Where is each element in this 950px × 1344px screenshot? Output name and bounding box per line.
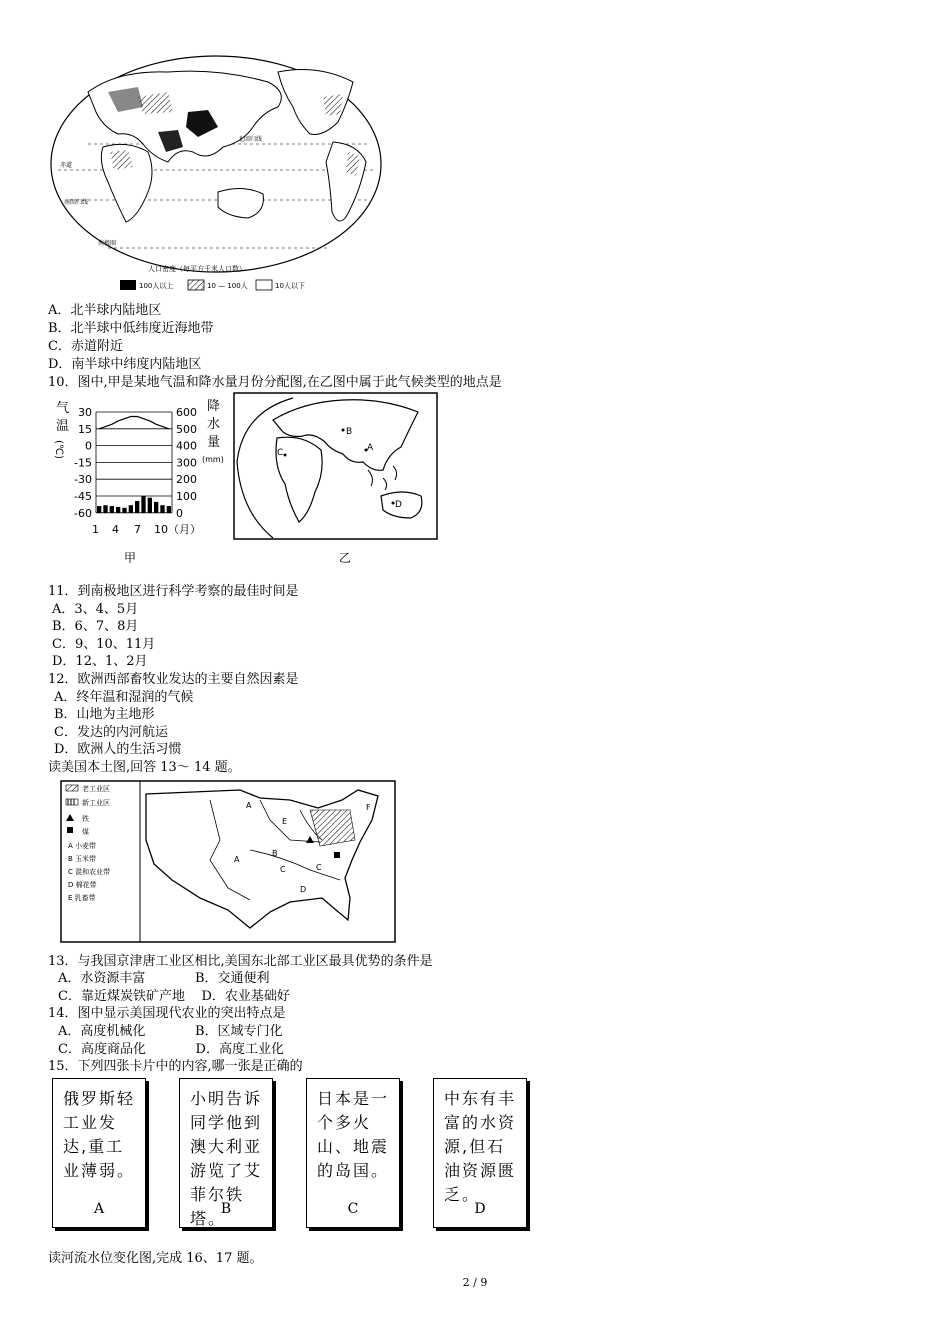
rain-label-1: 降: [207, 399, 221, 414]
us-legend-b: B 玉米带: [68, 855, 97, 863]
rain-bar: [135, 501, 139, 513]
q15-stem: 15．下列四张卡片中的内容,哪一张是正确的: [48, 1059, 303, 1074]
rain-unit: (mm): [202, 455, 224, 464]
population-density-map: [48, 52, 388, 298]
us-map: [60, 780, 397, 944]
temp-unit: (℃): [53, 440, 64, 460]
us-label-b: B: [272, 849, 278, 858]
q9-option-b: B．北半球中低纬度近海地带: [48, 321, 214, 336]
q13-stem: 13．与我国京津唐工业区相比,美国东北部工业区最具优势的条件是: [48, 954, 433, 969]
map-caption: 乙: [339, 551, 352, 565]
climate-chart: [52, 398, 232, 570]
map-point-d: D: [395, 500, 402, 510]
q9-option-c: C．赤道附近: [48, 339, 123, 354]
equator-label: 赤道: [60, 162, 73, 169]
card-d: [433, 1078, 527, 1228]
map-point-c: C: [277, 448, 284, 458]
rain-label-3: 量: [207, 435, 221, 450]
us-legend-coal: 煤: [82, 828, 89, 836]
legend-item-3: 10人以下: [275, 282, 305, 290]
temp-label-1: 气: [56, 401, 70, 416]
us-legend-e: E 乳畜带: [68, 894, 96, 902]
month-tick: 1: [92, 522, 99, 536]
us-legend-iron: 铁: [82, 815, 89, 823]
us-label-f: F: [366, 803, 371, 812]
tropic-north-label: 北回归线: [238, 136, 263, 143]
month-tick: 7: [134, 522, 141, 536]
q9-option-d: D．南半球中纬度内陆地区: [48, 357, 202, 372]
q9-option-a: A．北半球内陆地区: [48, 303, 162, 318]
q11-option-d: D．12、1、2月: [52, 654, 148, 669]
q11-stem: 11．到南极地区进行科学考察的最佳时间是: [48, 584, 299, 599]
q12-stem: 12．欧洲西部畜牧业发达的主要自然因素是: [48, 672, 299, 687]
rain-tick: 400: [176, 439, 197, 453]
rain-tick: 200: [176, 473, 197, 487]
card-b: [179, 1078, 273, 1228]
q14-options-row1: A．高度机械化 B．区域专门化: [58, 1024, 283, 1039]
us-legend-c: C 混和农业带: [68, 868, 111, 876]
us-label-c1: C: [280, 865, 286, 874]
q14-stem: 14．图中显示美国现代农业的突出特点是: [48, 1006, 286, 1021]
temperature-curve: [99, 416, 169, 428]
card-b-text: 小明告诉同学他到澳大利亚游览了艾菲尔铁塔。: [190, 1089, 263, 1228]
temp-tick: 0: [85, 439, 92, 453]
temp-tick: 30: [78, 406, 92, 419]
tropic-south-label: 南回归线: [64, 199, 89, 206]
q14-options-row2: C．高度商品化 D．高度工业化: [58, 1042, 284, 1057]
us-legend-d: D 棉花带: [68, 881, 97, 889]
card-d-label: D: [474, 1201, 486, 1217]
legend-item-1: 100人以上: [139, 282, 174, 290]
q11-option-a: A．3、4、5月: [52, 602, 139, 617]
rain-tick: 300: [176, 456, 197, 470]
antarctic-label: 南极圈: [98, 240, 117, 247]
rain-bar: [154, 502, 158, 513]
world-map-yi: [233, 392, 439, 568]
q12-option-c: C．发达的内河航运: [54, 725, 168, 740]
rain-bar: [148, 498, 152, 513]
rain-tick: 100: [176, 490, 197, 503]
rain-bar: [167, 506, 171, 513]
legend-item-2: 10 — 100人: [207, 282, 248, 290]
q13-options-row2: C．靠近煤炭铁矿产地 D．农业基础好: [58, 989, 290, 1004]
chart-caption: 甲: [124, 551, 137, 565]
rain-tick: 0: [176, 506, 183, 520]
map-point-b: B: [346, 427, 353, 437]
q11-option-b: B．6、7、8月: [52, 619, 139, 634]
page-number: 2 / 9: [462, 1276, 488, 1289]
rain-label-2: 水: [207, 417, 221, 432]
legend-title: 人口密度（每平方千米人口数）: [148, 265, 246, 273]
q12-option-d: D．欧洲人的生活习惯: [54, 742, 182, 757]
q11-option-c: C．9、10、11月: [52, 637, 156, 652]
card-a-text: 俄罗斯轻工业发达,重工业薄弱。: [63, 1089, 136, 1180]
read-us-map-intro: 读美国本土图,回答 13～ 14 题。: [48, 760, 241, 775]
rain-bar: [160, 505, 164, 513]
card-c: [306, 1078, 400, 1228]
card-a-label: A: [93, 1201, 105, 1217]
card-a: [52, 1078, 146, 1228]
rain-tick: 500: [176, 422, 197, 436]
rain-bar: [122, 508, 126, 513]
card-c-label: C: [347, 1201, 359, 1217]
q13-options-row1: A．水资源丰富 B．交通便利: [58, 971, 270, 986]
us-label-d: D: [300, 885, 307, 894]
us-legend-new-industry: 新工业区: [82, 799, 110, 807]
rain-bar: [97, 506, 101, 513]
card-b-label: B: [220, 1201, 232, 1217]
card-c-text: 日本是一个多火山、地震的岛国。: [317, 1089, 390, 1180]
temp-tick: -45: [74, 490, 92, 503]
us-legend-old-industry: 老工业区: [82, 785, 110, 793]
q12-option-b: B．山地为主地形: [54, 707, 155, 722]
temp-tick: -60: [74, 506, 92, 520]
rain-tick: 600: [176, 406, 197, 419]
month-tick: 4: [112, 522, 119, 536]
temp-tick: -30: [74, 473, 92, 487]
temp-label-2: 温: [56, 419, 70, 434]
rain-bar: [129, 505, 133, 513]
read-river-intro: 读河流水位变化图,完成 16、17 题。: [48, 1251, 263, 1266]
temp-tick: 15: [78, 422, 92, 436]
rain-bar: [110, 506, 114, 513]
temp-tick: -15: [74, 456, 92, 470]
month-tick: 10（月）: [154, 522, 201, 536]
us-label-e: E: [282, 817, 288, 826]
map-point-a: A: [367, 443, 374, 453]
us-label-a2: A: [234, 855, 240, 864]
card-d-text: 中东有丰富的水资源,但石油资源匮乏。: [444, 1089, 517, 1204]
rain-bar: [116, 507, 120, 513]
rain-bar: [103, 505, 107, 513]
q10-stem: 10．图中,甲是某地气温和降水量月份分配图,在乙图中属于此气候类型的地点是: [48, 375, 502, 390]
us-label-c2: C: [316, 863, 322, 872]
rain-bar: [141, 496, 145, 513]
us-legend-a: A 小麦带: [68, 842, 97, 850]
q12-option-a: A．终年温和湿润的气候: [54, 690, 194, 705]
us-label-a1: A: [246, 801, 252, 810]
